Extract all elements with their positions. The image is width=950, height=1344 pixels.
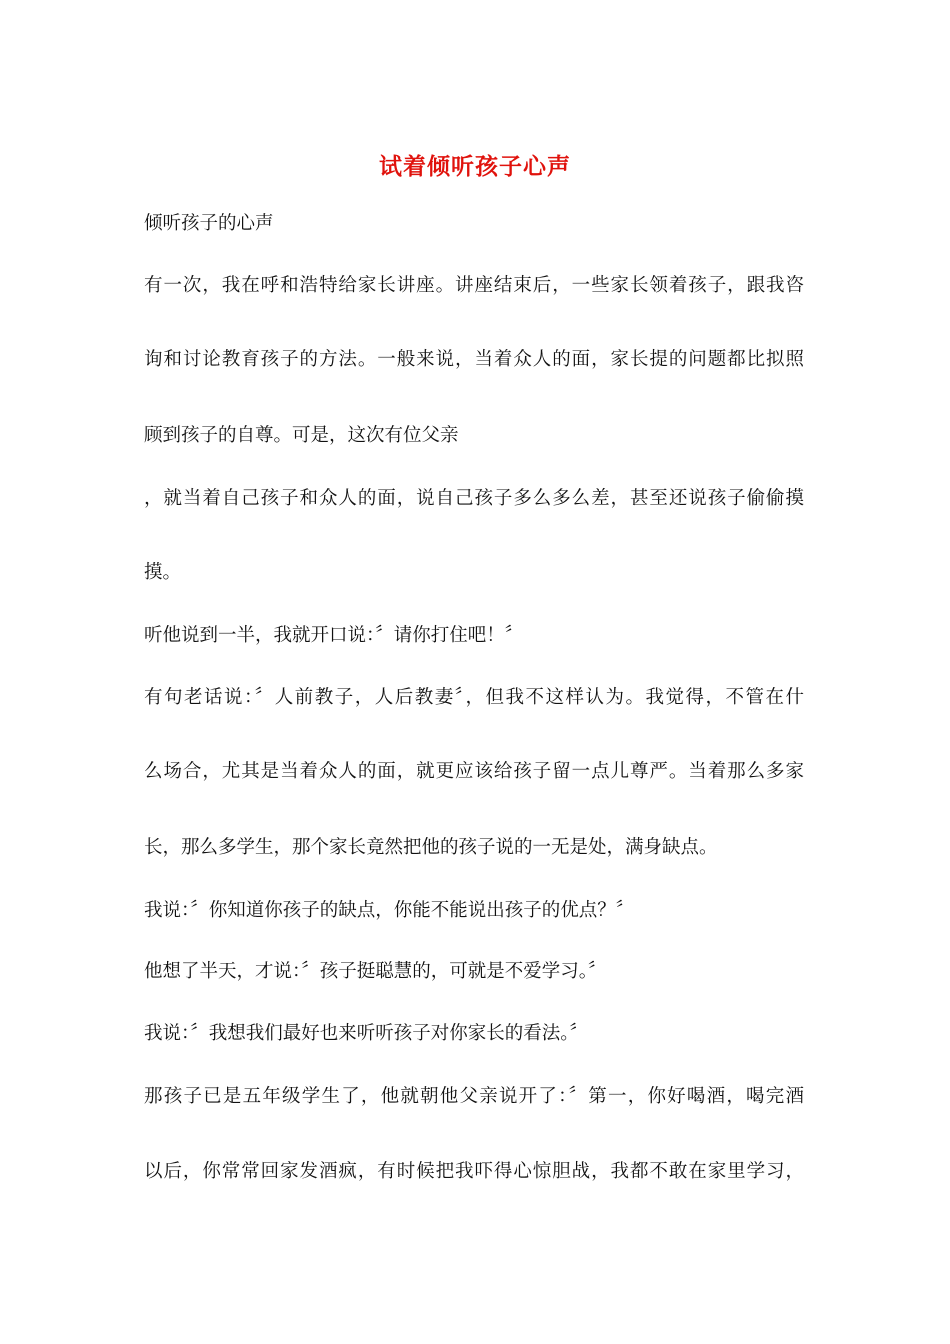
paragraph-line: 有句老话说：〞人前教子，人后教妻〞，但我不这样认为。我觉得，不管在什 [144, 687, 804, 708]
paragraph-line: 摸。 [144, 562, 182, 583]
paragraph-line: 我说：〞你知道你孩子的缺点，你能不能说出孩子的优点？〞 [144, 900, 635, 921]
paragraph-line: 他想了半天，才说：〞孩子挺聪慧的，可就是不爱学习。〞 [144, 961, 607, 982]
paragraph-line: 询和讨论教育孩子的方法。一般来说，当着众人的面，家长提的问题都比拟照 [144, 349, 804, 370]
paragraph-line: 我说：〞我想我们最好也来听听孩子对你家长的看法。〞 [144, 1023, 589, 1044]
paragraph-line: 顾到孩子的自尊。可是，这次有位父亲 [144, 425, 459, 446]
paragraph-line: 倾听孩子的心声 [144, 213, 274, 234]
paragraph-line: 听他说到一半，我就开口说：〞请你打住吧！〞 [144, 625, 524, 646]
paragraph-line: 么场合，尤其是当着众人的面，就更应该给孩子留一点儿尊严。当着那么多家 [144, 761, 804, 782]
paragraph-line: ，就当着自己孩子和众人的面，说自己孩子多么多么差，甚至还说孩子偷偷摸 [144, 488, 804, 509]
document-title: 试着倾听孩子心声 [379, 153, 571, 180]
paragraph-line: 有一次，我在呼和浩特给家长讲座。讲座结束后，一些家长领着孩子，跟我咨 [144, 275, 804, 296]
paragraph-line: 以后，你常常回家发酒疯，有时候把我吓得心惊胆战，我都不敢在家里学习， [144, 1161, 804, 1182]
paragraph-line: 那孩子已是五年级学生了，他就朝他父亲说开了：〞第一，你好喝酒，喝完酒 [144, 1086, 804, 1107]
paragraph-line: 长，那么多学生，那个家长竟然把他的孩子说的一无是处，满身缺点。 [144, 837, 718, 858]
